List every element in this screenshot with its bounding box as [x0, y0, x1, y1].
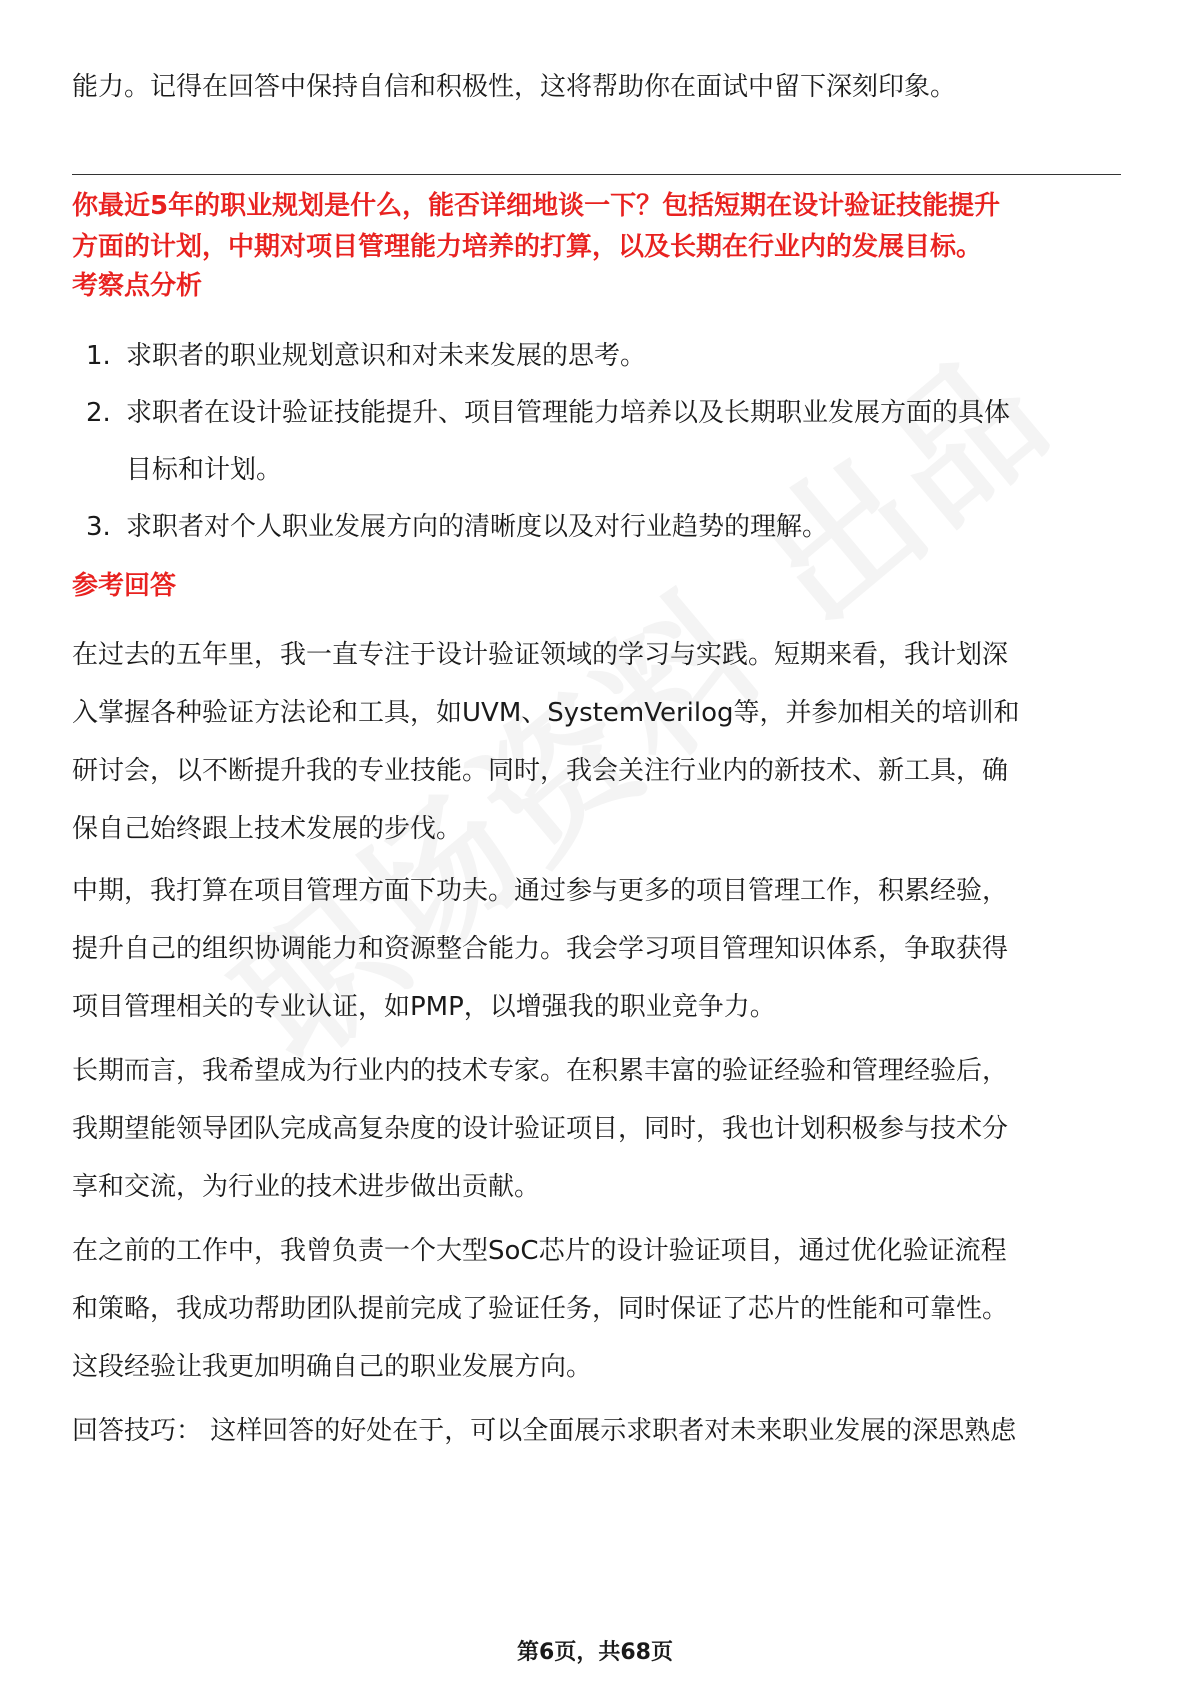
section-divider — [72, 174, 1121, 175]
question-line: 你最近5年的职业规划是什么，能否详细地谈一下？包括短期在设计验证技能提升 — [72, 191, 1001, 221]
analysis-list — [72, 328, 1132, 556]
list-number: 2. — [86, 398, 111, 428]
answer-paragraph — [72, 1222, 1122, 1396]
question-line: 方面的计划，中期对项目管理能力培养的打算，以及长期在行业内的发展目标。 — [72, 232, 983, 262]
list-number: 3. — [86, 512, 111, 542]
answer-heading: 参考回答 — [72, 571, 177, 601]
answer-tips-paragraph — [72, 1402, 1122, 1460]
answer-line: 研讨会，以不断提升我的专业技能。同时，我会关注行业内的新技术、新工具，确 — [72, 756, 1009, 786]
page-footer: 第6页，共68页 — [517, 1640, 673, 1665]
intro-paragraph — [72, 58, 1122, 116]
answer-paragraph — [72, 1042, 1122, 1216]
answer-line: 项目管理相关的专业认证，如PMP，以增强我的职业竞争力。 — [72, 992, 776, 1022]
answer-line: 中期，我打算在项目管理方面下功夫。通过参与更多的项目管理工作，积累经验， — [72, 876, 1009, 906]
answer-tips-line: 回答技巧： 这样回答的好处在于，可以全面展示求职者对未来职业发展的深思熟虑 — [72, 1416, 1017, 1446]
answer-line: 入掌握各种验证方法论和工具，如UVM、SystemVerilog等，并参加相关的培训和 — [72, 698, 1020, 728]
answer-line: 保自己始终跟上技术发展的步伐。 — [72, 814, 463, 844]
analysis-list-item — [72, 328, 1132, 385]
list-item-text: 求职者的职业规划意识和对未来发展的思考。 — [126, 341, 647, 371]
interview-question — [72, 186, 1132, 268]
analysis-list-item — [72, 385, 1132, 499]
analysis-heading: 考察点分析 — [72, 271, 203, 301]
answer-line: 提升自己的组织协调能力和资源整合能力。我会学习项目管理知识体系，争取获得 — [72, 934, 1009, 964]
intro-line: 能力。记得在回答中保持自信和积极性，这将帮助你在面试中留下深刻印象。 — [72, 72, 957, 102]
analysis-list-item — [72, 499, 1132, 556]
list-number: 1. — [86, 341, 111, 371]
answer-line: 享和交流，为行业的技术进步做出贡献。 — [72, 1172, 541, 1202]
answer-paragraph — [72, 862, 1122, 1036]
list-item-text: 求职者对个人职业发展方向的清晰度以及对行业趋势的理解。 — [126, 512, 829, 542]
answer-line: 在过去的五年里，我一直专注于设计验证领域的学习与实践。短期来看，我计划深 — [72, 640, 1009, 670]
answer-paragraph — [72, 626, 1122, 858]
answer-line: 我期望能领导团队完成高复杂度的设计验证项目，同时，我也计划积极参与技术分 — [72, 1114, 1009, 1144]
answer-line: 在之前的工作中，我曾负责一个大型SoC芯片的设计验证项目，通过优化验证流程 — [72, 1236, 1007, 1266]
answer-line: 长期而言，我希望成为行业内的技术专家。在积累丰富的验证经验和管理经验后， — [72, 1056, 1009, 1086]
list-item-text: 求职者在设计验证技能提升、项目管理能力培养以及长期职业发展方面的具体 — [126, 398, 1011, 428]
answer-line: 这段经验让我更加明确自己的职业发展方向。 — [72, 1352, 593, 1382]
list-item-text: 目标和计划。 — [126, 455, 283, 485]
answer-line: 和策略，我成功帮助团队提前完成了验证任务，同时保证了芯片的性能和可靠性。 — [72, 1294, 1009, 1324]
